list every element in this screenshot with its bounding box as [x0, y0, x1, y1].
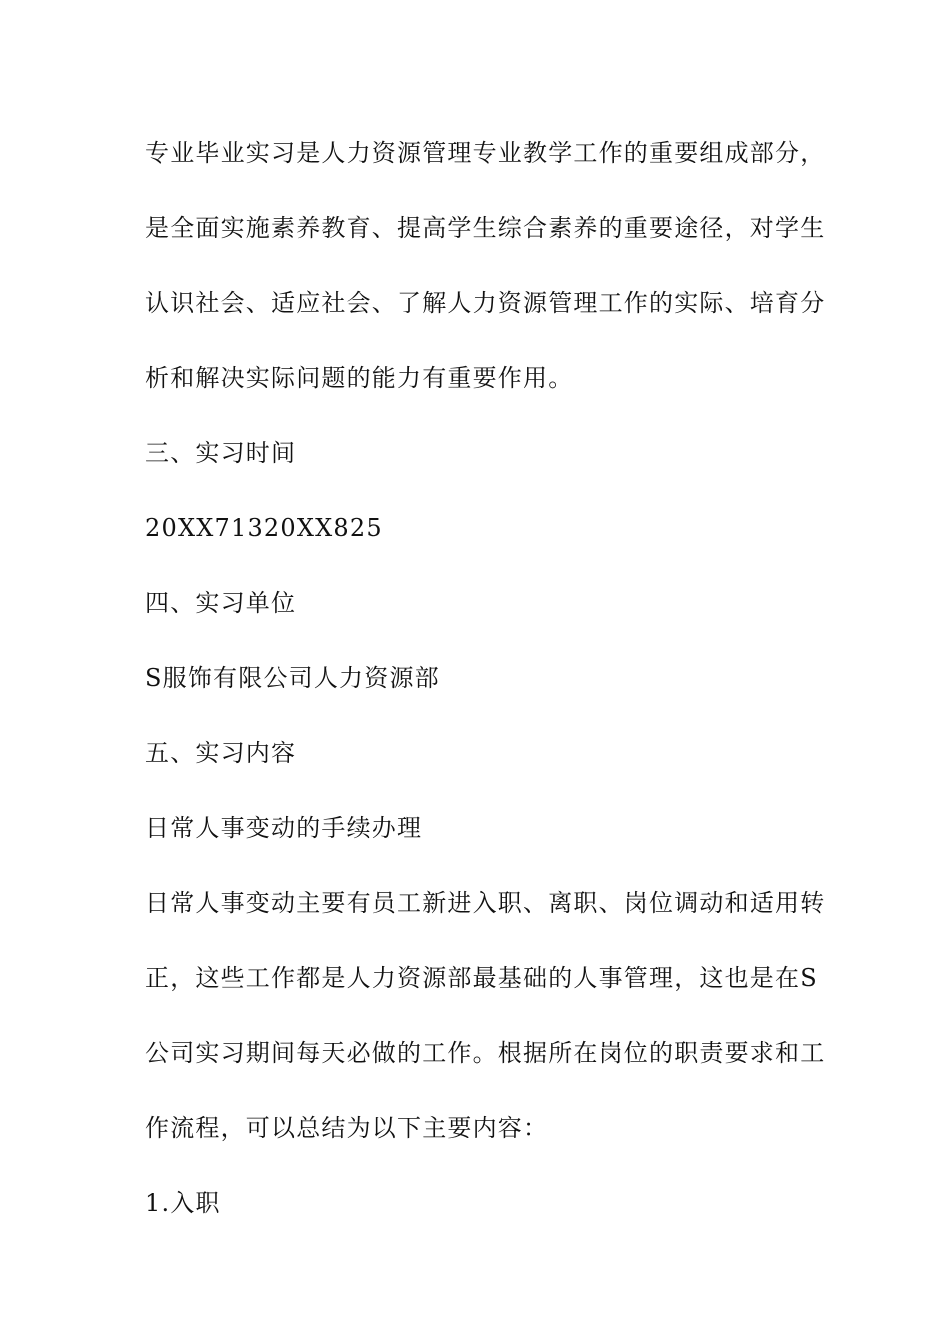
paragraph-line: 认识社会、适应社会、了解人力资源管理工作的实际、培育分 — [145, 289, 826, 317]
paragraph-line: 专业毕业实习是人力资源管理专业教学工作的重要组成部分， — [145, 139, 826, 167]
document-body — [145, 139, 826, 1217]
section-heading: 三、实习时间 — [145, 439, 297, 467]
paragraph-line: 正，这些工作都是人力资源部最基础的人事管理，这也是在S — [145, 964, 818, 992]
internship-period: 20XX71320XX825 — [145, 514, 383, 542]
paragraph-line: 作流程，可以总结为以下主要内容： — [145, 1114, 549, 1142]
section-heading: 四、实习单位 — [145, 589, 297, 617]
subheading: 日常人事变动的手续办理 — [145, 814, 423, 842]
list-item: 1.入职 — [145, 1189, 221, 1217]
paragraph-line: 析和解决实际问题的能力有重要作用。 — [145, 364, 574, 392]
paragraph-line: 日常人事变动主要有员工新进入职、离职、岗位调动和适用转 — [145, 889, 826, 917]
section-heading: 五、实习内容 — [145, 739, 297, 767]
paragraph-line: 是全面实施素养教育、提高学生综合素养的重要途径，对学生 — [145, 214, 826, 242]
paragraph-line: 公司实习期间每天必做的工作。根据所在岗位的职责要求和工 — [145, 1039, 826, 1067]
internship-unit: S服饰有限公司人力资源部 — [145, 664, 440, 692]
